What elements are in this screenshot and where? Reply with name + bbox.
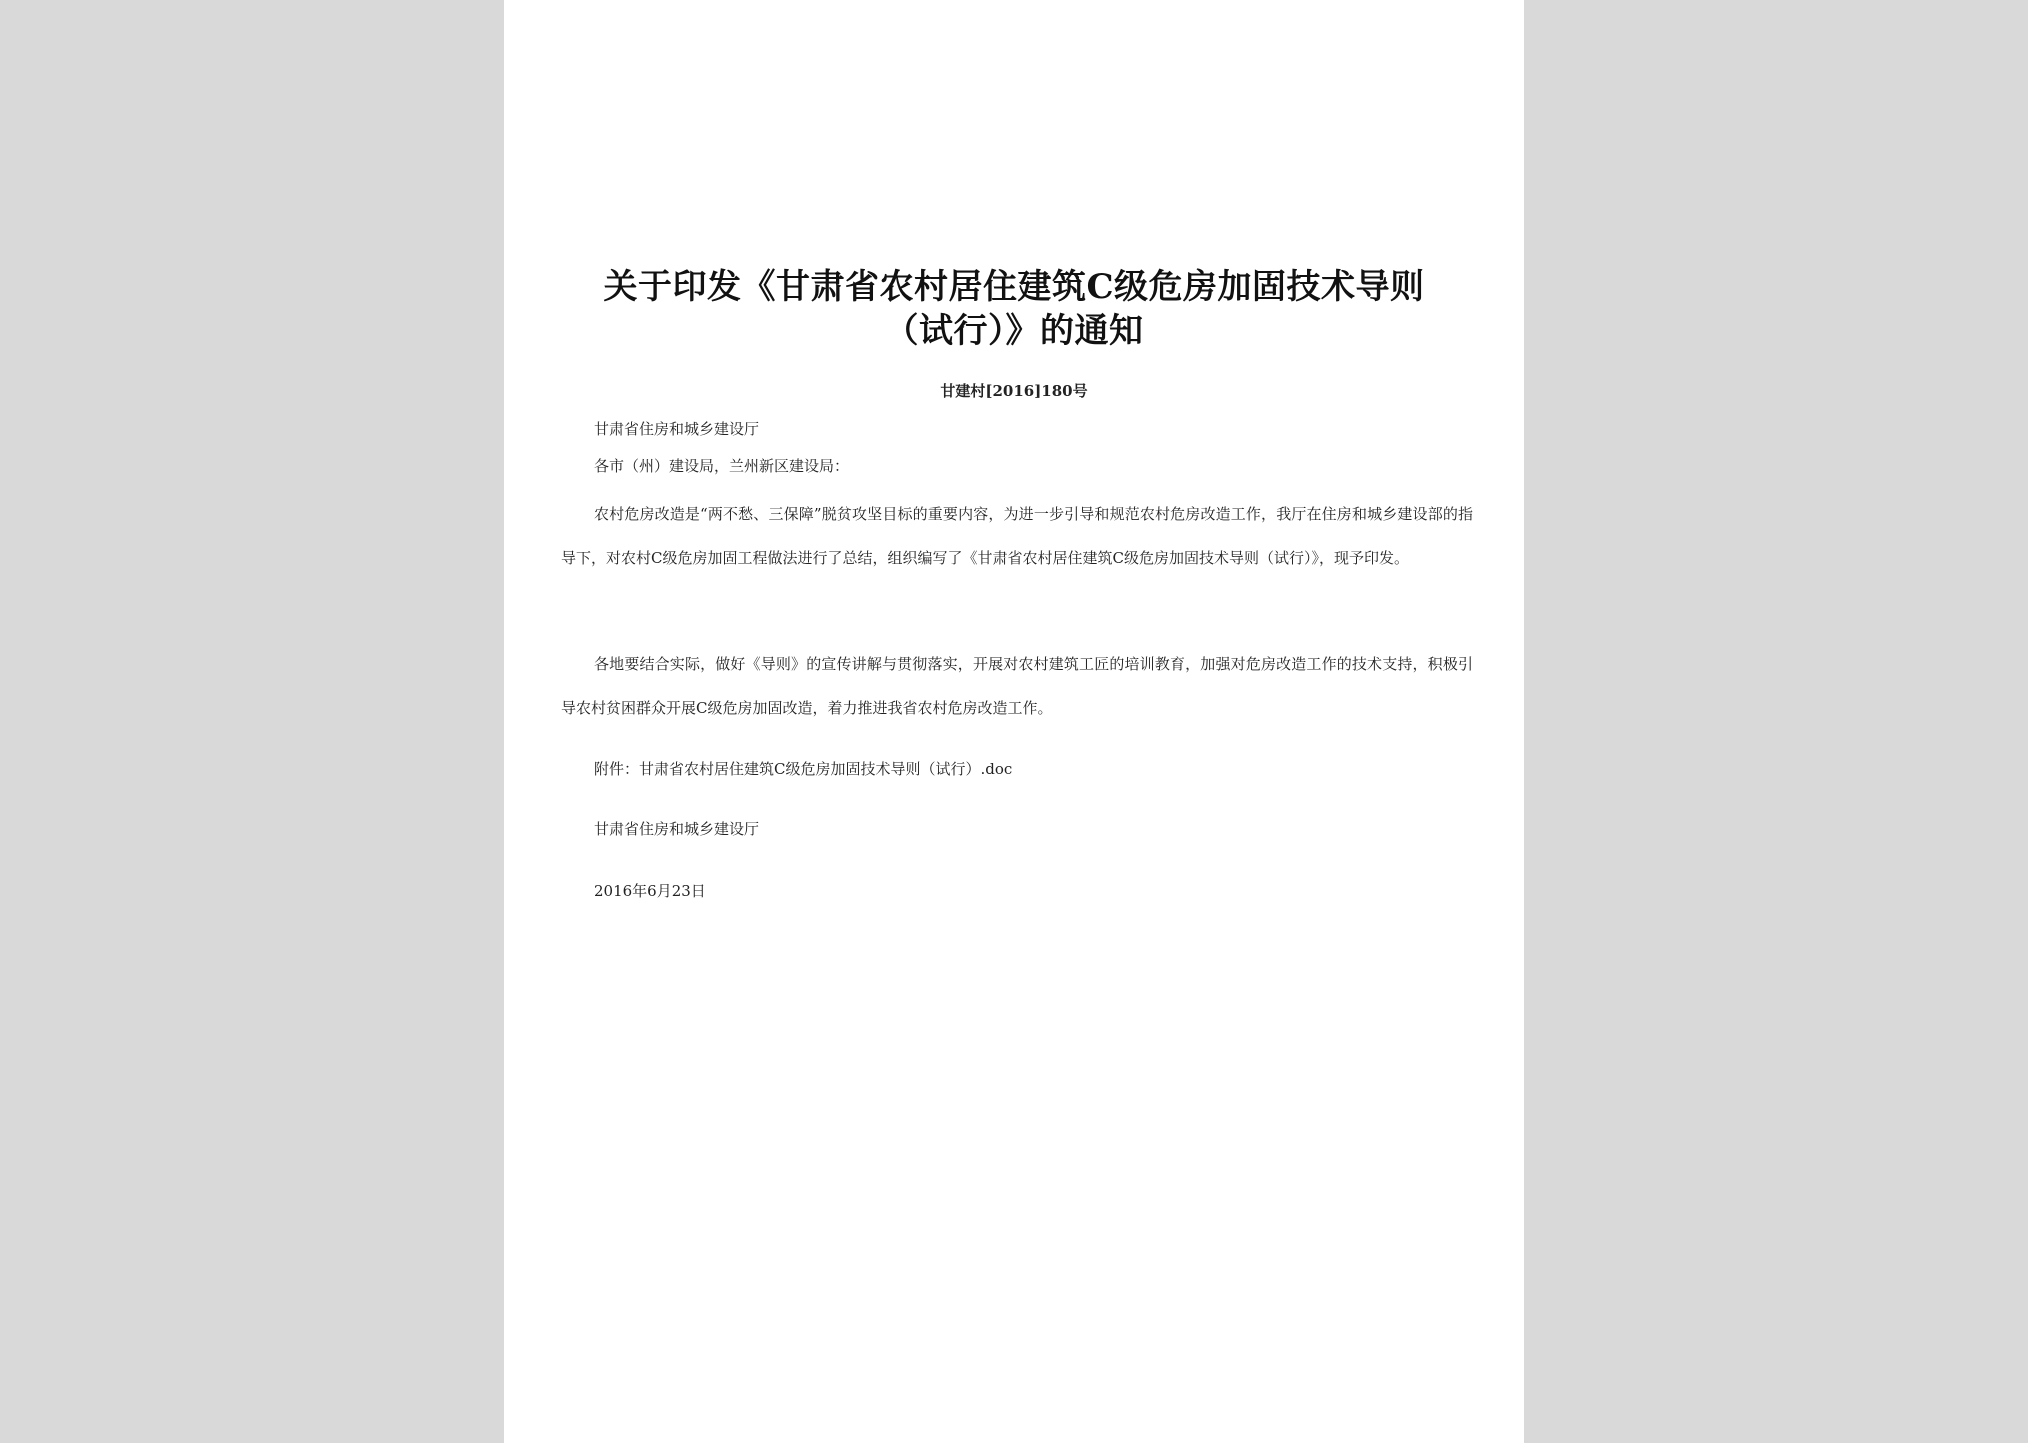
title-line-2: （试行）》的通知	[884, 311, 1144, 351]
body-paragraph-2: 各地要结合实际，做好《导则》的宣传讲解与贯彻落实，开展对农村建筑工匠的培训教育，加强对危房改造工作的技术支持，积极引导农村贫困群众开展C级危房加固改造，着力推进我省农村危房改造工作。	[561, 655, 1473, 717]
document-number: 甘建村[2016]180号	[940, 382, 1088, 400]
recipients-line: 各市（州）建设局，兰州新区建设局：	[594, 457, 850, 475]
title-line-1: 关于印发《甘肃省农村居住建筑C级危房加固技术导则	[603, 267, 1425, 307]
document-title	[544, 265, 1484, 353]
document-page	[504, 0, 1524, 1443]
issuer-line: 甘肃省住房和城乡建设厅	[594, 420, 760, 438]
signature-line: 甘肃省住房和城乡建设厅	[594, 820, 760, 838]
body-paragraph-1: 农村危房改造是“两不愁、三保障”脱贫攻坚目标的重要内容，为进一步引导和规范农村危房改造工作，我厅在住房和城乡建设部的指导下，对农村C级危房加固工程做法进行了总结，组织编写了《甘肃省农村居住建筑C级危房加固技术导则（试行）》，现予印发。	[561, 505, 1473, 567]
date-line: 2016年6月23日	[594, 882, 706, 900]
attachment-link[interactable]: 附件：甘肃省农村居住建筑C级危房加固技术导则（试行）.doc	[594, 760, 1013, 778]
